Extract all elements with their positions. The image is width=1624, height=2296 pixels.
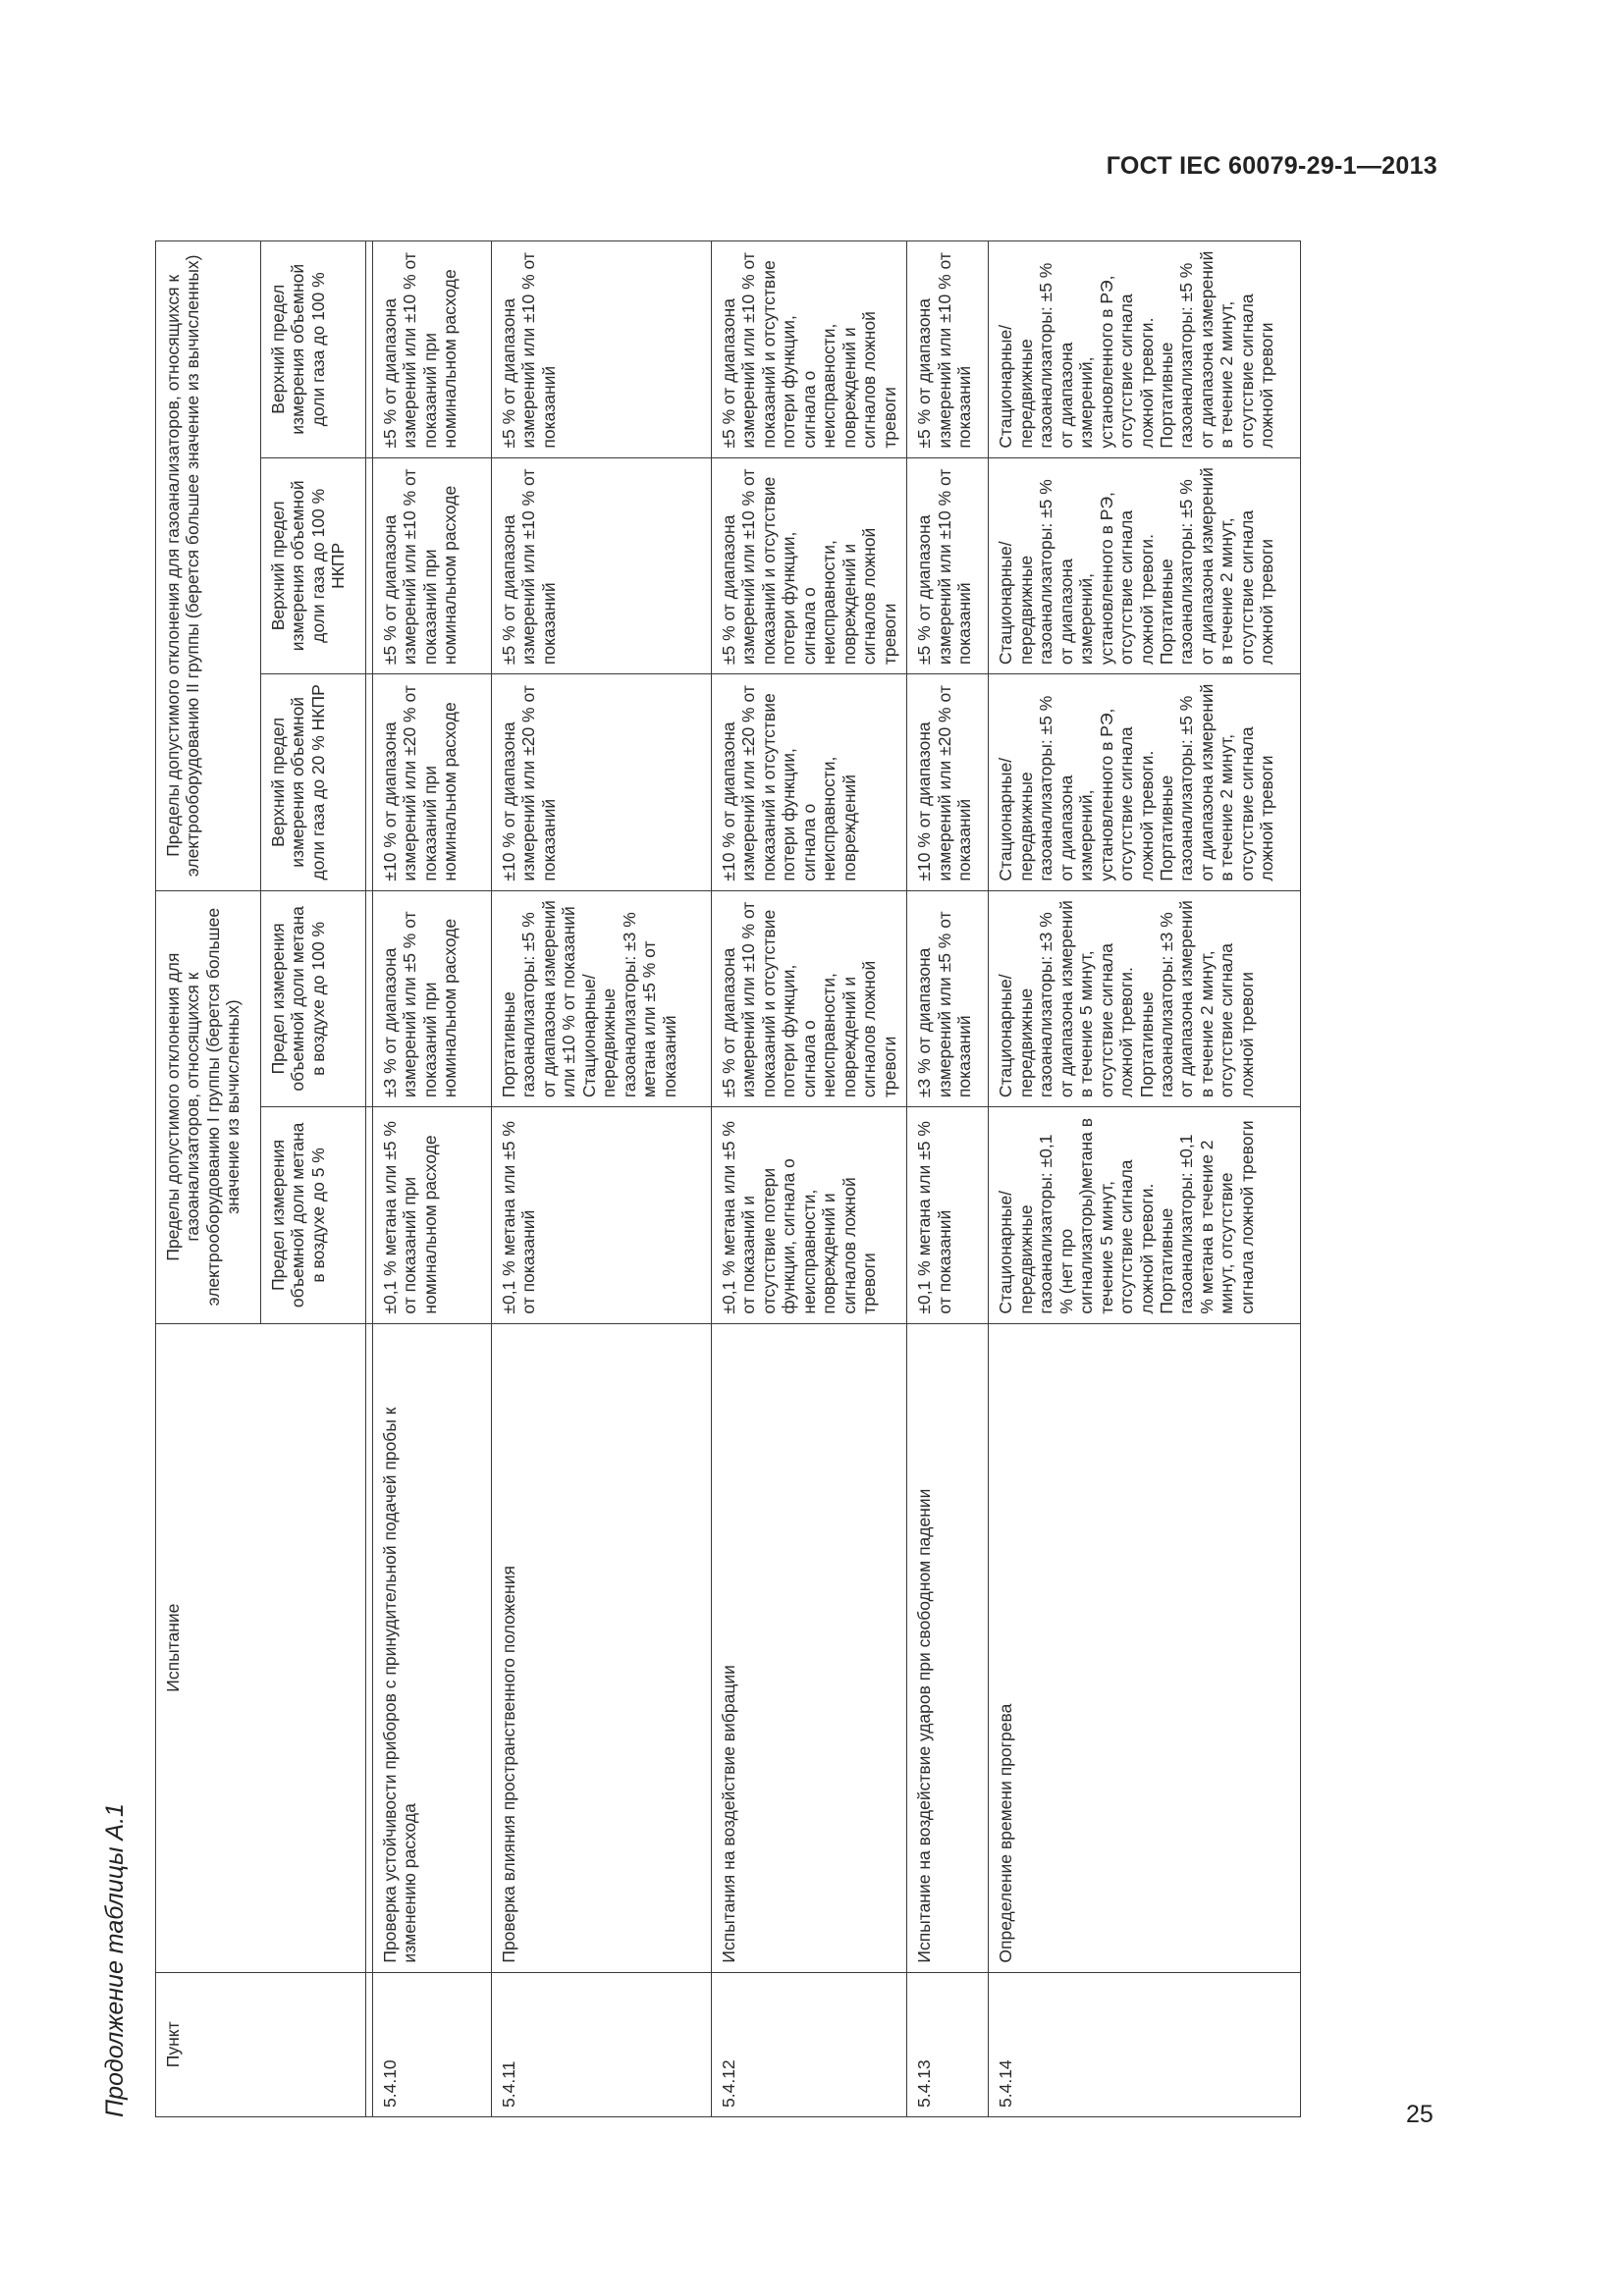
cell-test: Определение времени прогрева bbox=[989, 1323, 1301, 1972]
table-row bbox=[373, 241, 492, 2117]
cell-value: ±0,1 % метана или ±5 % от показаний и отсутствие потери функции, сигнала о неисправности, повреждений и сигналов ложной тревоги bbox=[712, 1107, 907, 1324]
document-id: ГОСТ IEC 60079-29-1—2013 bbox=[1106, 152, 1437, 180]
cell-test: Проверка устойчивости приборов с принудительной подачей пробы к изменению расхода bbox=[373, 1323, 492, 1972]
cell-value: ±5 % от диапазона измерений или ±10 % от показаний при номинальном расходе bbox=[373, 457, 492, 674]
table-row bbox=[989, 241, 1301, 2117]
cell-test: Проверка влияния пространственного положения bbox=[492, 1323, 712, 1972]
col-header-nkpr-20: Верхний предел измерения объемной доли газа до 20 % НКПР bbox=[261, 674, 366, 891]
cell-punkt: 5.4.10 bbox=[373, 1972, 492, 2116]
header-separator-row bbox=[366, 241, 373, 2117]
col-header-methane-5: Предел измерения объемной доли метана в воздухе до 5 % bbox=[261, 1107, 366, 1324]
cell-value: ±5 % от диапазона измерений или ±10 % от показаний и отсутствие потери функции, сигнала о неисправности, повреждений и сигналов ложной тревоги bbox=[712, 241, 907, 458]
col-header-group1: Пределы допустимого отклонения для газоанализаторов, относящихся к электрооборудованию I группы (берется большее значение из вычисленных) bbox=[156, 890, 261, 1323]
cell-value: ±10 % от диапазона измерений или ±20 % от показаний и отсутствие потери функции, сигнала о неисправности, повреждений bbox=[712, 674, 907, 891]
col-header-methane-100: Предел измерения объемной доли метана в воздухе до 100 % bbox=[261, 890, 366, 1107]
cell-value: ±0,1 % метана или ±5 % от показаний при номинальном расходе bbox=[373, 1107, 492, 1324]
cell-value: ±5 % от диапазона измерений или ±10 % от показаний при номинальном расходе bbox=[373, 241, 492, 458]
cell-value: ±3 % от диапазона измерений или ±5 % от показаний при номинальном расходе bbox=[373, 890, 492, 1107]
table-header-row bbox=[156, 241, 261, 2117]
cell-value: Стационарные/ передвижные газоанализаторы: ±0,1 % (нет про сигнализаторы)метана в течение 5 минут, отсутствие сигнала ложной тревоги. Портативные газоанализаторы: ±0,1 % метана в течение 2 минут, отсутствие сигнала ложной тревоги bbox=[989, 1107, 1301, 1324]
cell-value: ±0,1 % метана или ±5 % от показаний bbox=[907, 1107, 989, 1324]
col-header-gas-100: Верхний предел измерения объемной доли газа до 100 % bbox=[261, 241, 366, 458]
table-caption: Продолжение таблицы А.1 bbox=[101, 1803, 129, 2117]
table-row bbox=[492, 241, 712, 2117]
cell-value: ±10 % от диапазона измерений или ±20 % от показаний при номинальном расходе bbox=[373, 674, 492, 891]
cell-value: ±5 % от диапазона измерений или ±10 % от показаний и отсутствие потери функции, сигнала о неисправности, повреждений и сигналов ложной тревоги bbox=[712, 890, 907, 1107]
cell-value: ±5 % от диапазона измерений или ±10 % от показаний bbox=[492, 241, 712, 458]
deviation-limits-table bbox=[155, 240, 1301, 2117]
cell-value: ±10 % от диапазона измерений или ±20 % от показаний bbox=[907, 674, 989, 891]
col-header-test: Испытание bbox=[156, 1323, 366, 1972]
rotated-table-block bbox=[101, 240, 1389, 2117]
table-row bbox=[712, 241, 907, 2117]
cell-value: ±5 % от диапазона измерений или ±10 % от показаний bbox=[907, 241, 989, 458]
cell-punkt: 5.4.13 bbox=[907, 1972, 989, 2116]
cell-punkt: 5.4.14 bbox=[989, 1972, 1301, 2116]
table-row bbox=[907, 241, 989, 2117]
cell-value: Стационарные/ передвижные газоанализаторы: ±5 % от диапазона измерений, установленного в РЭ, отсутствие сигнала ложной тревоги. Портативные газоанализаторы: ±5 % от диапазона измерений в течение 2 минут, отсутствие сигнала ложной тревоги bbox=[989, 241, 1301, 458]
cell-value: ±3 % от диапазона измерений или ±5 % от показаний bbox=[907, 890, 989, 1107]
page-number: 25 bbox=[1406, 2101, 1434, 2128]
cell-punkt: 5.4.11 bbox=[492, 1972, 712, 2116]
cell-test: Испытание на воздействие ударов при свободном падении bbox=[907, 1323, 989, 1972]
cell-value: ±10 % от диапазона измерений или ±20 % от показаний bbox=[492, 674, 712, 891]
cell-value: Стационарные/ передвижные газоанализаторы: ±3 % от диапазона измерений в течение 5 минут, отсутствие сигнала ложной тревоги. Портативные газоанализаторы: ±3 % от диапазона измерений в течение 2 минут, отсутствие сигнала ложной тревоги bbox=[989, 890, 1301, 1107]
col-header-punkt: Пункт bbox=[156, 1972, 366, 2116]
cell-value: Портативные газоанализаторы: ±5 % от диапазона измерений или ±10 % от показаний Стационарные/ передвижные газоанализаторы: ±3 % метана или ±5 % от показаний bbox=[492, 890, 712, 1107]
cell-value: ±0,1 % метана или ±5 % от показаний bbox=[492, 1107, 712, 1324]
cell-punkt: 5.4.12 bbox=[712, 1972, 907, 2116]
cell-value: Стационарные/ передвижные газоанализаторы: ±5 % от диапазона измерений, установленного в РЭ, отсутствие сигнала ложной тревоги. Портативные газоанализаторы: ±5 % от диапазона измерений в течение 2 минут, отсутствие сигнала ложной тревоги bbox=[989, 457, 1301, 674]
cell-value: ±5 % от диапазона измерений или ±10 % от показаний и отсутствие потери функции, сигнала о неисправности, повреждений и сигналов ложной тревоги bbox=[712, 457, 907, 674]
col-header-nkpr-100: Верхний предел измерения объемной доли газа до 100 % НКПР bbox=[261, 457, 366, 674]
col-header-group2: Пределы допустимого отклонения для газоанализаторов, относящихся к электрооборудованию II группы (берется большее значение из вычисленных) bbox=[156, 241, 261, 891]
cell-test: Испытания на воздействие вибрации bbox=[712, 1323, 907, 1972]
cell-value: ±5 % от диапазона измерений или ±10 % от показаний bbox=[907, 457, 989, 674]
cell-value: ±5 % от диапазона измерений или ±10 % от показаний bbox=[492, 457, 712, 674]
cell-value: Стационарные/ передвижные газоанализаторы: ±5 % от диапазона измерений, установленного в РЭ, отсутствие сигнала ложной тревоги. Портативные газоанализаторы: ±5 % от диапазона измерений в течение 2 минут, отсутствие сигнала ложной тревоги bbox=[989, 674, 1301, 891]
